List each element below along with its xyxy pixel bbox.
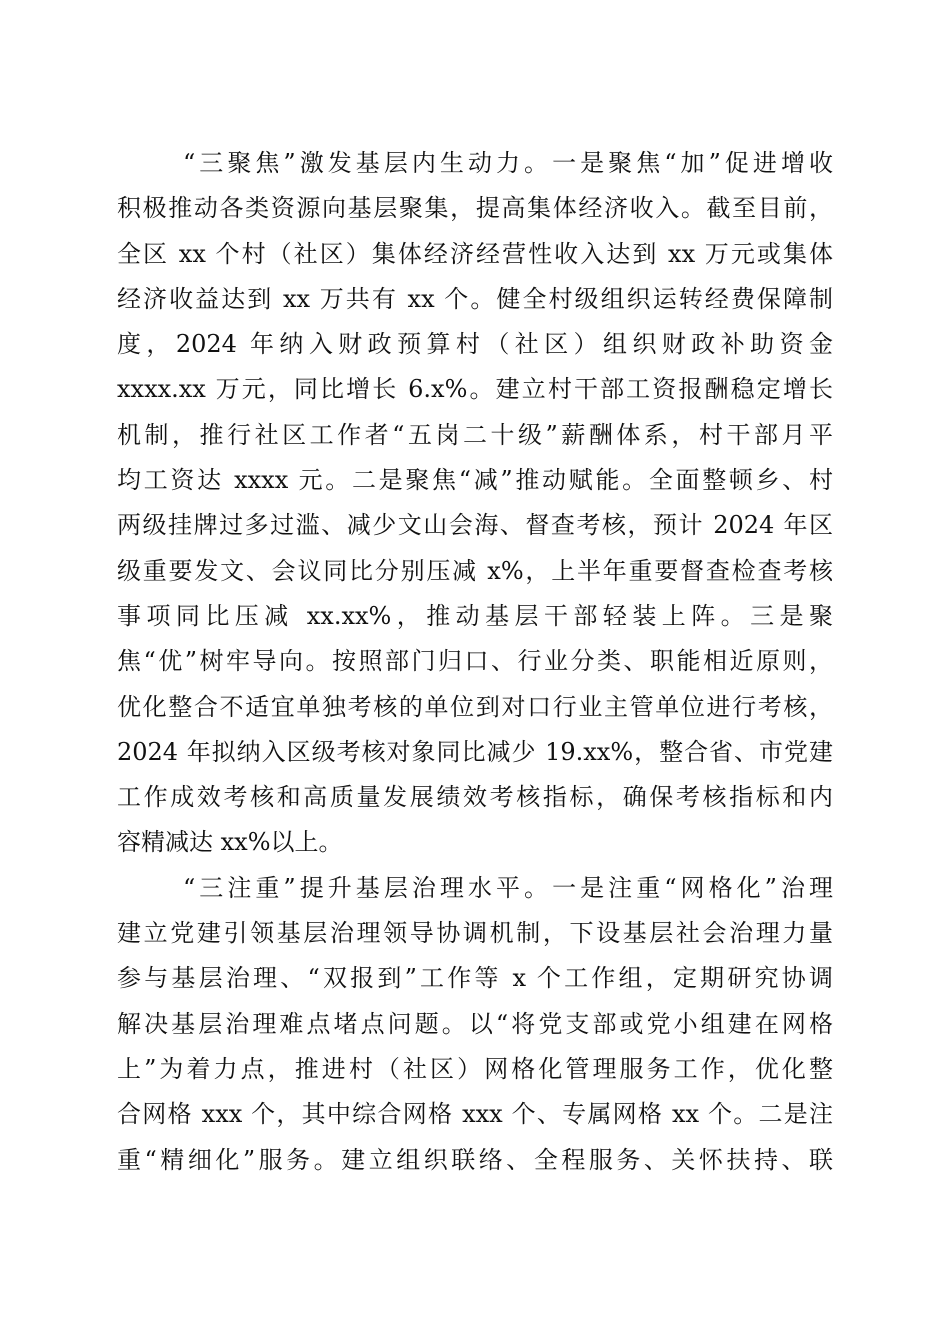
text-line: 参与基层治理、“双报到”工作等 x 个工作组，定期研究协调 xyxy=(117,964,833,993)
text-line: 容精减达 xx%以上。 xyxy=(117,828,343,857)
text-line: 经济收益达到 xx 万共有 xx 个。健全村级组织运转经费保障制 xyxy=(117,284,833,313)
text-line: 2024 年拟纳入区级考核对象同比减少 19.xx%，整合省、市党建 xyxy=(117,737,833,766)
text-line: 上”为着力点，推进村（社区）网格化管理服务工作，优化整 xyxy=(117,1054,833,1083)
text-line: 事项同比压减 xx.xx%，推动基层干部轻装上阵。三是聚 xyxy=(117,601,833,630)
text-line: xxxx.xx 万元，同比增长 6.x%。建立村干部工资报酬稳定增长 xyxy=(117,375,833,404)
paragraph-three-emphases xyxy=(117,866,833,1183)
text-line: 建立党建引领基层治理领导协调机制，下设基层社会治理力量 xyxy=(117,919,833,948)
text-line: 合网格 xxx 个，其中综合网格 xxx 个、专属网格 xx 个。二是注 xyxy=(117,1100,833,1129)
document-body xyxy=(117,141,833,1183)
text-line: 级重要发文、会议同比分别压减 x%，上半年重要督查检查考核 xyxy=(117,556,833,585)
text-line: 优化整合不适宜单独考核的单位到对口行业主管单位进行考核， xyxy=(117,692,833,721)
text-line: 焦“优”树牢导向。按照部门归口、行业分类、职能相近原则， xyxy=(117,647,833,676)
text-line: 均工资达 xxxx 元。二是聚焦“减”推动赋能。全面整顿乡、村 xyxy=(117,466,833,495)
text-line: 解决基层治理难点堵点问题。以“将党支部或党小组建在网格 xyxy=(117,1009,833,1038)
paragraph-three-focuses xyxy=(117,141,833,866)
text-line: 机制，推行社区工作者“五岗二十级”薪酬体系，村干部月平 xyxy=(117,420,833,449)
text-line: 度，2024 年纳入财政预算村（社区）组织财政补助资金 xyxy=(117,330,833,359)
text-line: “三注重”提升基层治理水平。一是注重“网格化”治理 xyxy=(183,873,833,902)
text-line: 全区 xx 个村（社区）集体经济经营性收入达到 xx 万元或集体 xyxy=(117,239,833,268)
text-line: 工作成效考核和高质量发展绩效考核指标，确保考核指标和内 xyxy=(117,783,833,812)
text-line: 积极推动各类资源向基层聚集，提高集体经济收入。截至目前， xyxy=(117,194,833,223)
text-line: 重“精细化”服务。建立组织联络、全程服务、关怀扶持、联 xyxy=(117,1145,833,1174)
text-line: 两级挂牌过多过滥、减少文山会海、督查考核，预计 2024 年区 xyxy=(117,511,833,540)
text-line: “三聚焦”激发基层内生动力。一是聚焦“加”促进增收 xyxy=(183,149,833,177)
